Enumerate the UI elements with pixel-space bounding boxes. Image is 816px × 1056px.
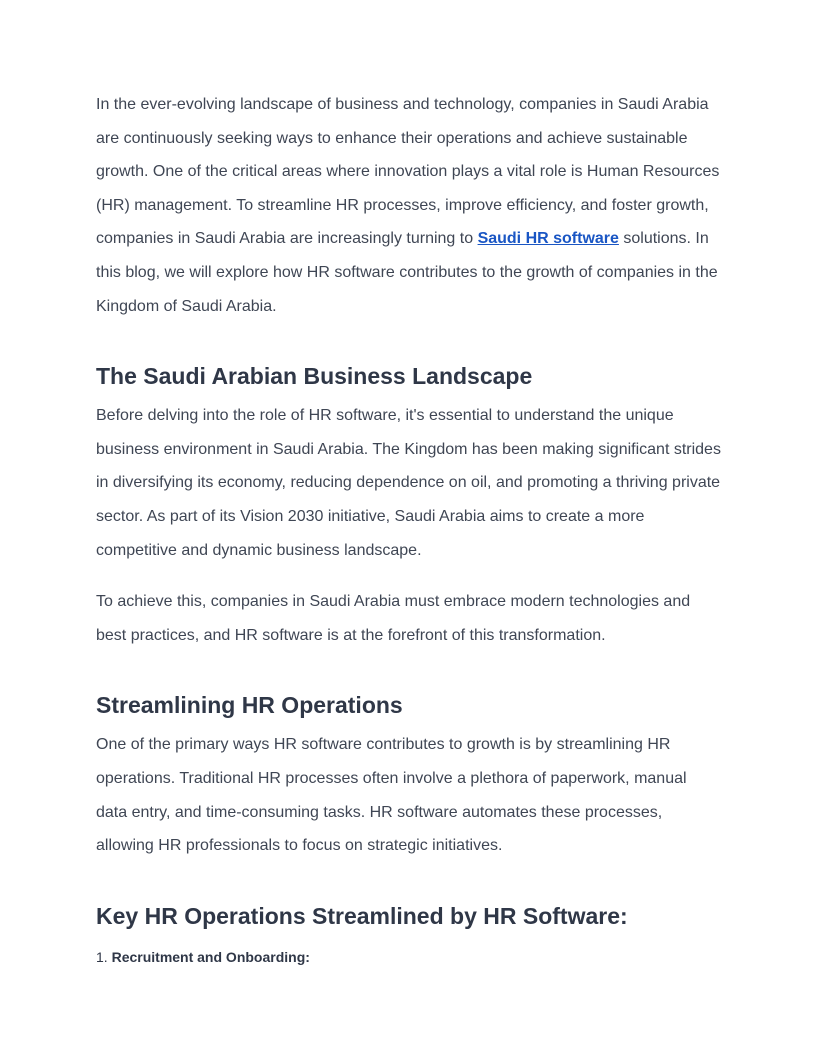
transformation-paragraph: To achieve this, companies in Saudi Arabia must embrace modern technologies and best practices, and HR software is at the forefront of this transformation.: [96, 593, 691, 644]
section-heading-business-landscape: The Saudi Arabian Business Landscape: [96, 363, 533, 390]
business-landscape-paragraph: Before delving into the role of HR software, it's essential to understand the unique business environment in Saudi Arabia. The Kingdom has been making significant strides in diversifying its economy, reducing dependence on oil, and promoting a thriving private sector. As part of its Vision 2030 initiative, Saudi Arabia aims to create a more competitive and dynamic business landscape.: [96, 407, 721, 559]
document-page: [96, 88, 722, 967]
intro-paragraph: [96, 88, 722, 323]
section-heading-key-operations: Key HR Operations Streamlined by HR Software:: [96, 902, 628, 929]
section-heading-streamlining: Streamlining HR Operations: [96, 692, 403, 719]
saudi-hr-software-link[interactable]: Saudi HR software: [477, 230, 619, 248]
list-item-number: 1.: [96, 948, 108, 965]
list-item: [96, 947, 722, 967]
intro-text-after-link: solutions. In this blog, we will explore how HR software contributes to the growth of companies in the Kingdom of Saudi Arabia.: [96, 230, 718, 315]
list-item-label: Recruitment and Onboarding:: [111, 948, 310, 965]
streamlining-paragraph: One of the primary ways HR software contributes to growth is by streamlining HR operations. Traditional HR processes often involve a plethora of paperwork, manual data entry, and time-consuming tasks. HR software automates these processes, allowing HR professionals to focus on strategic initiatives.: [96, 736, 687, 855]
intro-text-before-link: In the ever-evolving landscape of business and technology, companies in Saudi Arabia are continuously seeking ways to enhance their operations and achieve sustainable growth. One of the critical areas where innovation plays a vital role is Human Resources (HR) management. To streamline HR processes, improve efficiency, and foster growth, companies in Saudi Arabia are increasingly turning to: [96, 96, 720, 248]
